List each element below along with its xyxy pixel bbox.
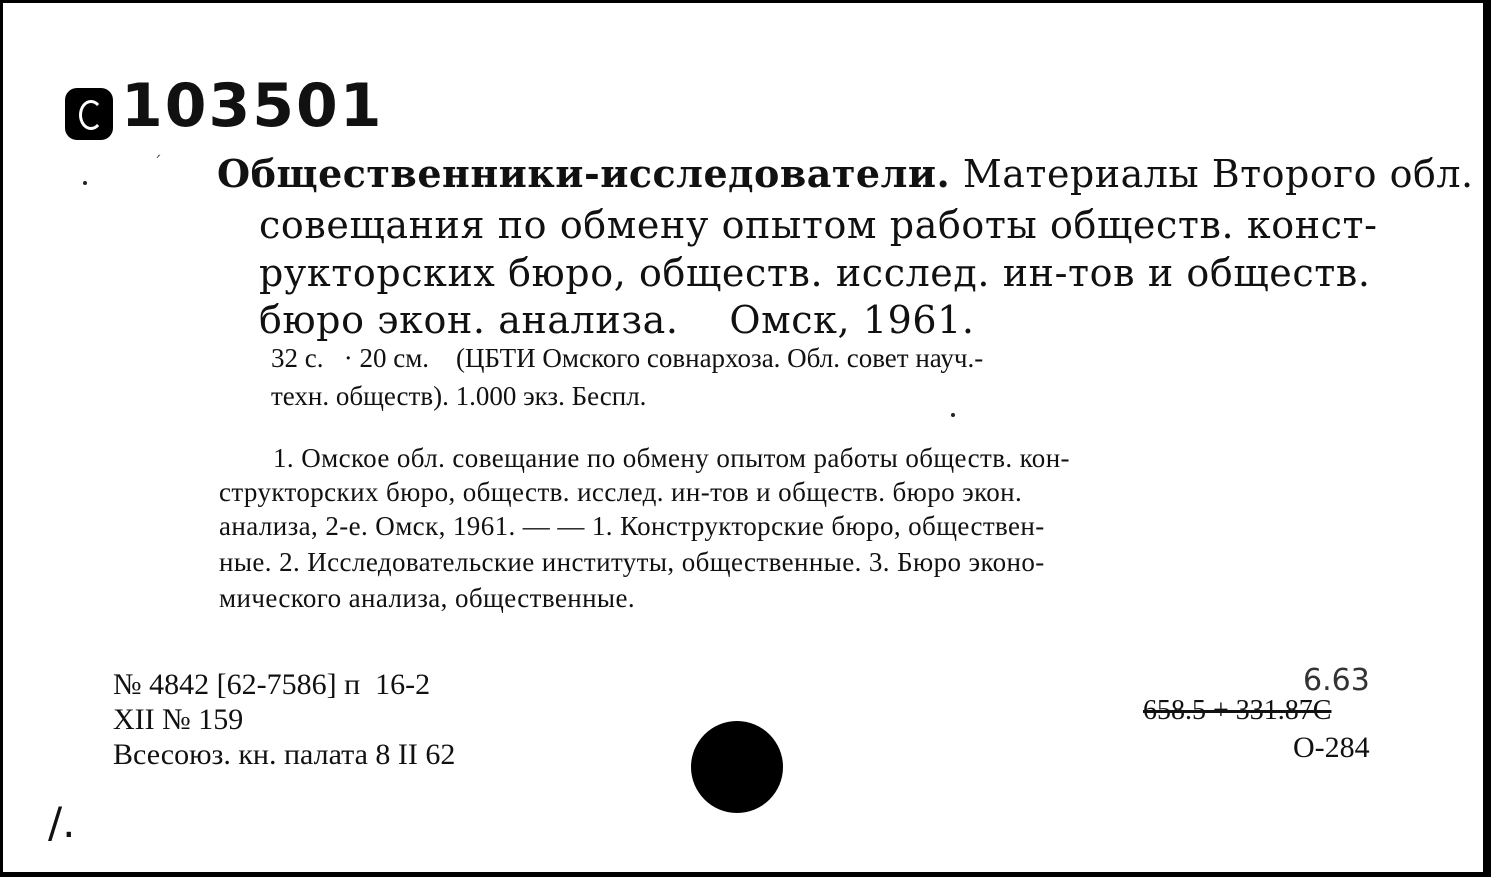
title-line-1	[217, 151, 1474, 196]
subject-notes-3: анализа, 2-е. Омск, 1961. — — 1. Конструкторские бюро, обществен-	[219, 511, 1045, 541]
speck-dot	[951, 413, 955, 417]
punch-hole	[691, 721, 783, 813]
subject-notes-5: мического анализа, общественные.	[219, 583, 635, 613]
corner-mark: /.	[48, 798, 76, 847]
record-number-line: № 4842 [62-7586] п 16-2	[113, 668, 431, 701]
catalog-card	[3, 3, 1486, 872]
acquisition-number: 103501	[121, 71, 384, 141]
tick-mark: ´	[153, 153, 162, 174]
stamp-icon	[65, 88, 113, 140]
title-line-2: совещания по обмену опытом работы обществ. конст-	[259, 203, 1378, 247]
struck-classification: 658.5 + 331.87C	[1143, 695, 1332, 726]
subject-notes-1: 1. Омское обл. совещание по обмену опытом работы обществ. кон-	[273, 443, 1070, 473]
title-heading: Общественники-исследователи.	[217, 151, 951, 196]
subject-notes-2: структорских бюро, обществ. исслед. ин-тов и обществ. бюро экон.	[219, 477, 1023, 507]
subject-notes-4: ные. 2. Исследовательские институты, общественные. 3. Бюро эконо-	[219, 547, 1045, 577]
title-line-4: бюро экон. анализа. Омск, 1961.	[259, 298, 975, 342]
shelf-code: О-284	[1293, 731, 1370, 764]
speck-dot	[83, 181, 87, 185]
record-series-line: XII № 159	[113, 703, 244, 736]
handwritten-date: 6.63	[1303, 663, 1370, 698]
physical-description-1: 32 с. · 20 см. (ЦБТИ Омского совнархоза. Обл. совет науч.-	[271, 343, 984, 373]
record-chamber-line: Всесоюз. кн. палата 8 II 62	[113, 738, 456, 771]
title-line-3: рукторских бюро, обществ. исслед. ин-тов и обществ.	[259, 251, 1371, 295]
physical-description-2: техн. обществ). 1.000 экз. Беспл.	[271, 381, 647, 411]
title-continuation: Материалы Второго обл.	[950, 152, 1474, 196]
